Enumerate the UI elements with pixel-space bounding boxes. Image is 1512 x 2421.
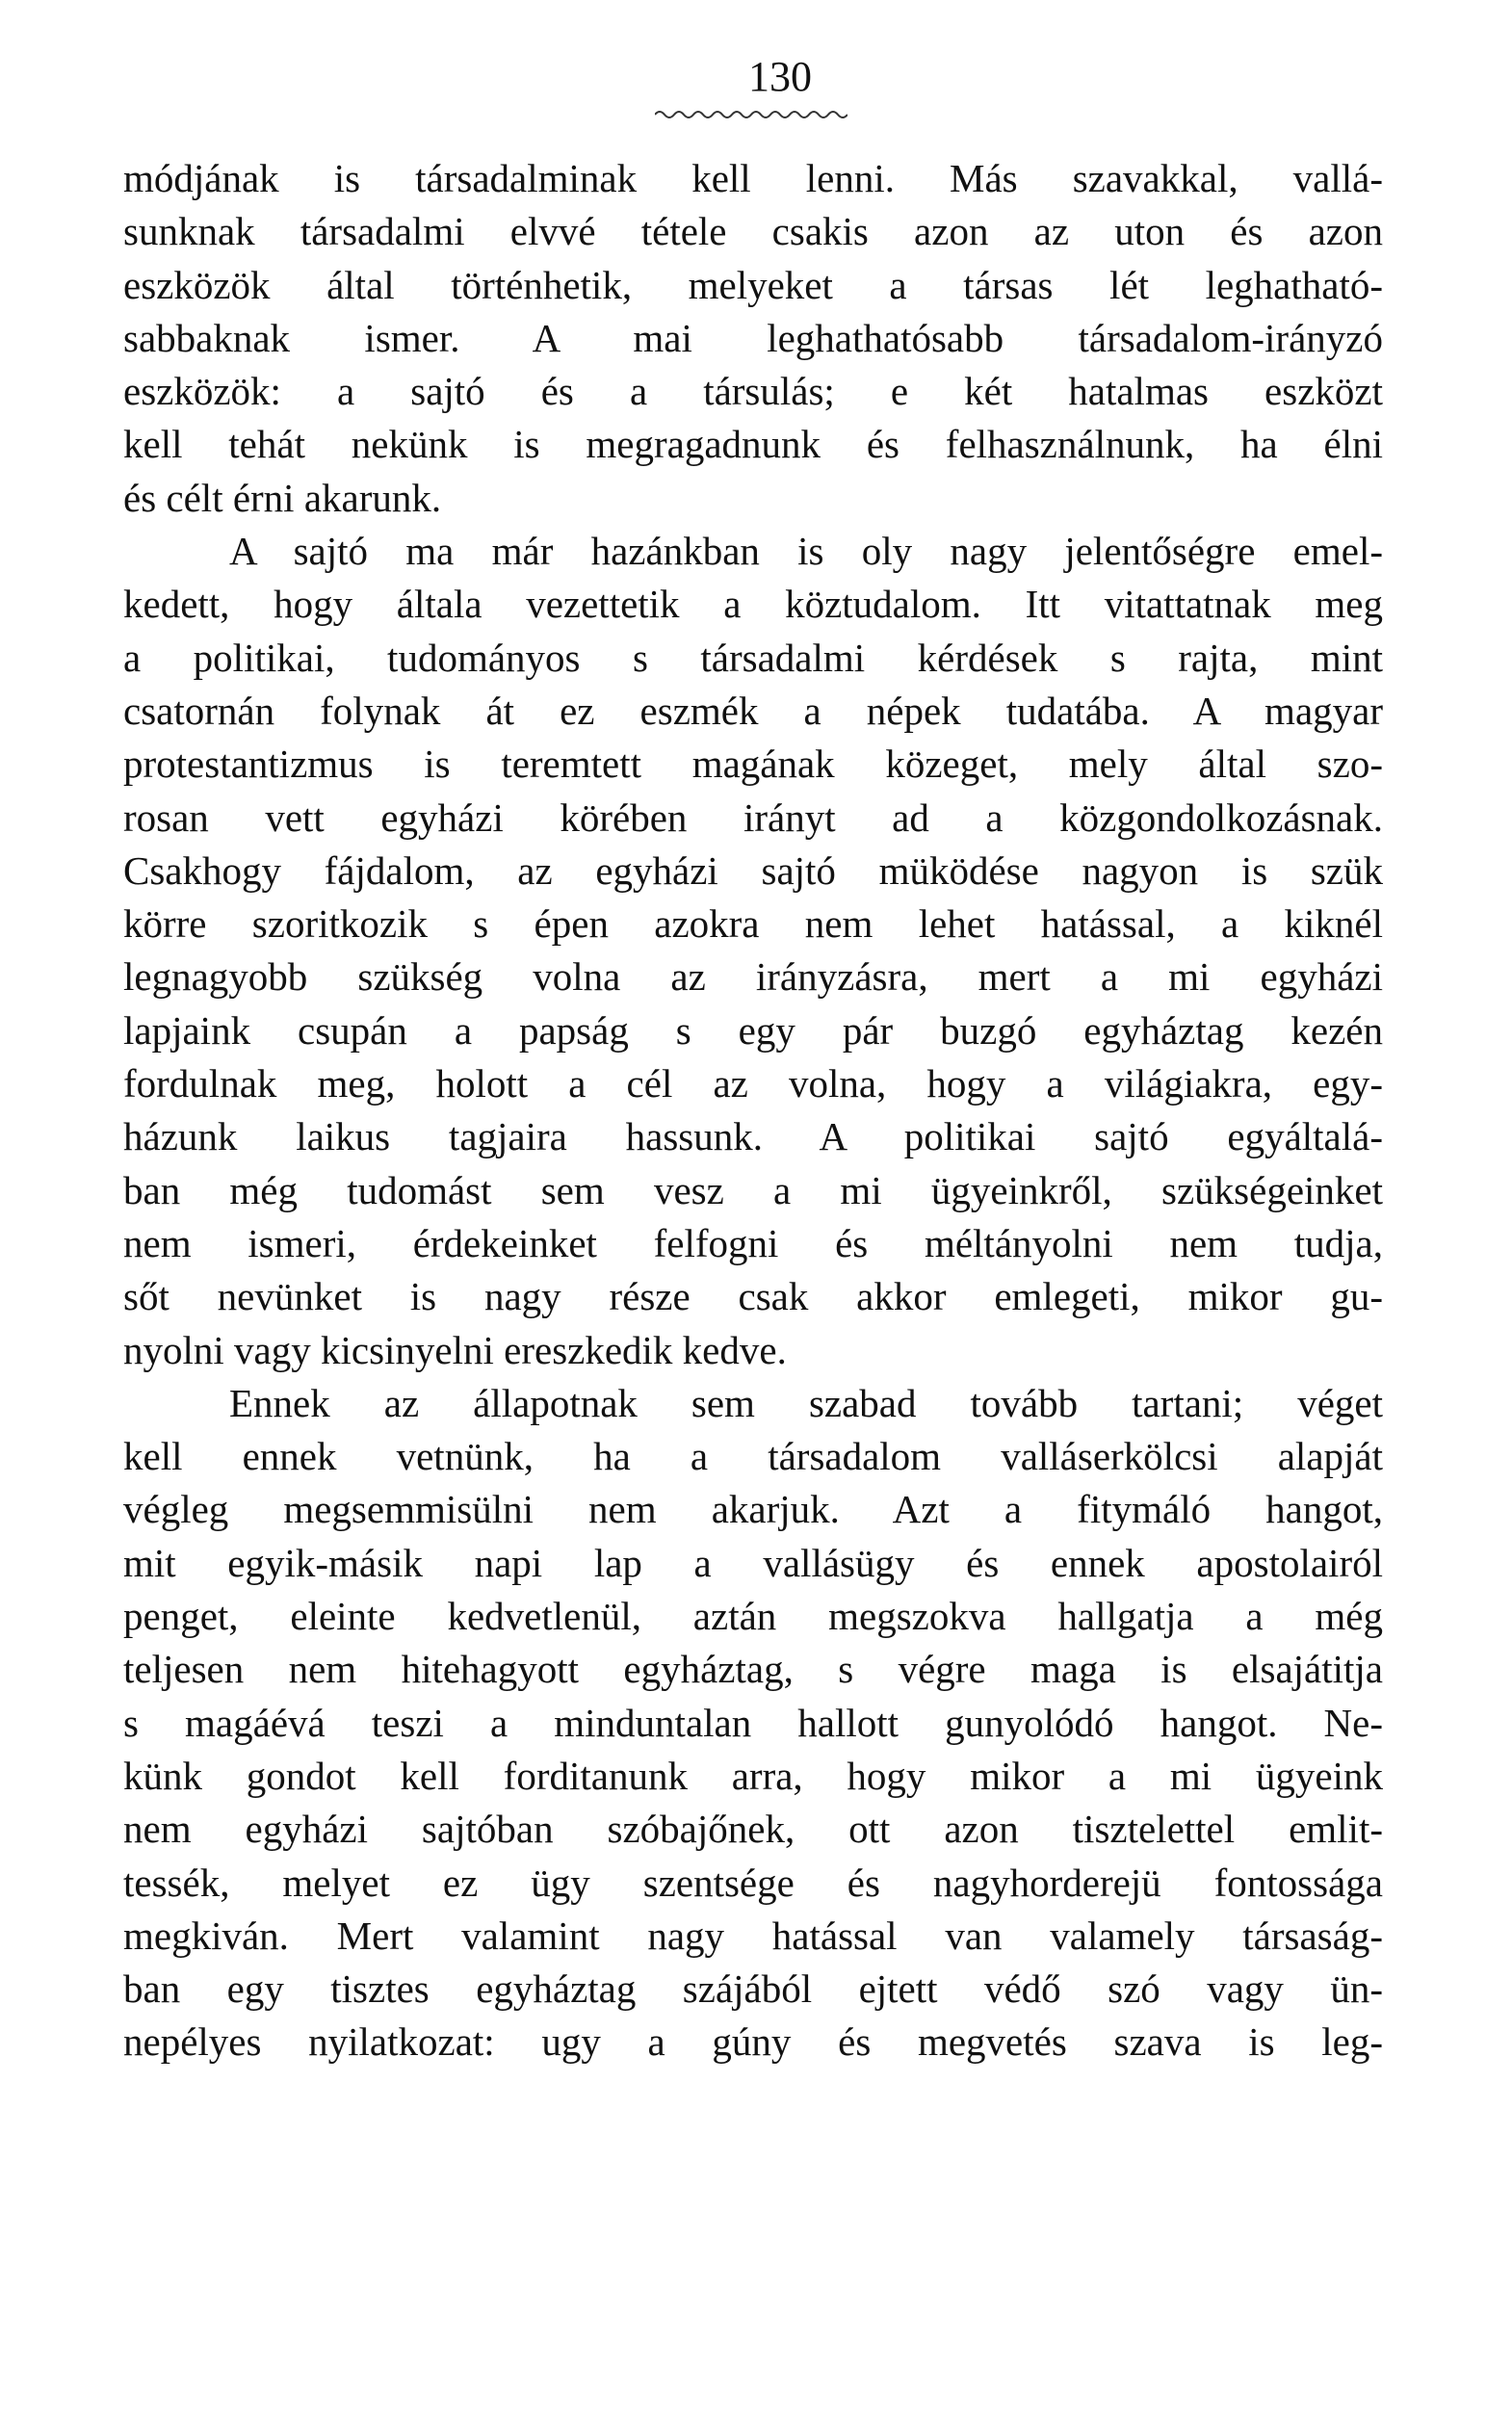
- text-line: körre szoritkozik s épen azokra nem lehet hatással, a kiknél: [123, 901, 1383, 947]
- text-line: legnagyobb szükség volna az irányzásra, mert a mi egyházi: [123, 954, 1383, 1000]
- text-line: a politikai, tudományos s társadalmi kérdések s rajta, mint: [123, 635, 1383, 680]
- text-line: kell ennek vetnünk, ha a társadalom valláserkölcsi alapját: [123, 1434, 1383, 1479]
- paragraph: [123, 1377, 1383, 2070]
- body-text: [123, 152, 1383, 2070]
- text-line: módjának is társadalminak kell lenni. Más szavakkal, vallá-: [123, 156, 1383, 200]
- text-line: A sajtó ma már hazánkban is oly nagy jelentőségre emel-: [229, 529, 1383, 574]
- paragraph: [123, 525, 1383, 1377]
- text-line: mit egyik-másik napi lap a vallásügy és ennek apostolairól: [123, 1540, 1383, 1585]
- text-line: fordulnak meg, holott a cél az volna, hogy a világiakra, egy-: [123, 1061, 1383, 1106]
- text-line: ban egy tisztes egyháztag szájából ejtett védő szó vagy ün-: [123, 1966, 1383, 2012]
- text-line: és célt érni akarunk.: [123, 475, 442, 520]
- text-line: ban még tudomást sem vesz a mi ügyeinkről, szükségeinket: [123, 1167, 1383, 1212]
- text-line: nem egyházi sajtóban szóbajőnek, ott azon tisztelettel emlit-: [123, 1807, 1383, 1852]
- text-line: házunk laikus tagjaira hassunk. A politikai sajtó egyáltalá-: [123, 1114, 1383, 1159]
- text-line: lapjaink csupán a papság s egy pár buzgó egyháztag kezén: [123, 1007, 1383, 1053]
- text-line: tessék, melyet ez ügy szentsége és nagyhorderejü fontossága: [123, 1860, 1383, 1905]
- text-line: eszközök: a sajtó és a társulás; e két hatalmas eszközt: [123, 369, 1383, 414]
- text-line: nepélyes nyilatkozat: ugy a gúny és megvetés szava is leg-: [123, 2019, 1383, 2065]
- text-line: nyolni vagy kicsinyelni ereszkedik kedve.: [123, 1327, 787, 1372]
- text-line: protestantizmus is teremtett magának közeget, mely által szo-: [123, 742, 1383, 787]
- text-line: sunknak társadalmi elvvé tétele csakis azon az uton és azon: [123, 209, 1383, 254]
- text-line: eszközök által történhetik, melyeket a társas lét leghatható-: [123, 262, 1383, 307]
- text-line: Csakhogy fájdalom, az egyházi sajtó müködése nagyon is szük: [123, 847, 1383, 893]
- page-number: 130: [748, 53, 812, 100]
- text-line: kedett, hogy általa vezettetik a köztudalom. Itt vitattatnak meg: [123, 582, 1383, 627]
- text-line: teljesen nem hitehagyott egyháztag, s végre maga is elsajátitja: [123, 1647, 1383, 1692]
- text-line: Ennek az állapotnak sem szabad tovább tartani; véget: [229, 1380, 1383, 1425]
- text-line: végleg megsemmisülni nem akarjuk. Azt a fitymáló hangot,: [123, 1487, 1383, 1532]
- wavy-rule-ornament: [655, 108, 847, 121]
- text-line: sabbaknak ismer. A mai leghathatósabb társadalom-irányzó: [123, 315, 1383, 360]
- text-line: penget, eleinte kedvetlenül, aztán megszokva hallgatja a még: [123, 1594, 1383, 1639]
- text-line: nem ismeri, érdekeinket felfogni és méltányolni nem tudja,: [123, 1220, 1383, 1265]
- text-line: rosan vett egyházi körében irányt ad a közgondolkozásnak.: [123, 794, 1383, 840]
- text-line: s magáévá teszi a minduntalan hallott gunyolódó hangot. Ne-: [123, 1700, 1383, 1745]
- text-line: künk gondot kell forditanunk arra, hogy mikor a mi ügyeink: [123, 1753, 1383, 1798]
- text-line: kell tehát nekünk is megragadnunk és felhasználnunk, ha élni: [123, 422, 1383, 467]
- text-line: megkiván. Mert valamint nagy hatással van valamely társaság-: [123, 1913, 1383, 1958]
- paragraph: [123, 152, 1383, 525]
- text-line: csatornán folynak át ez eszmék a népek tudatába. A magyar: [123, 688, 1383, 733]
- text-line: sőt nevünket is nagy része csak akkor emlegeti, mikor gu-: [123, 1274, 1383, 1319]
